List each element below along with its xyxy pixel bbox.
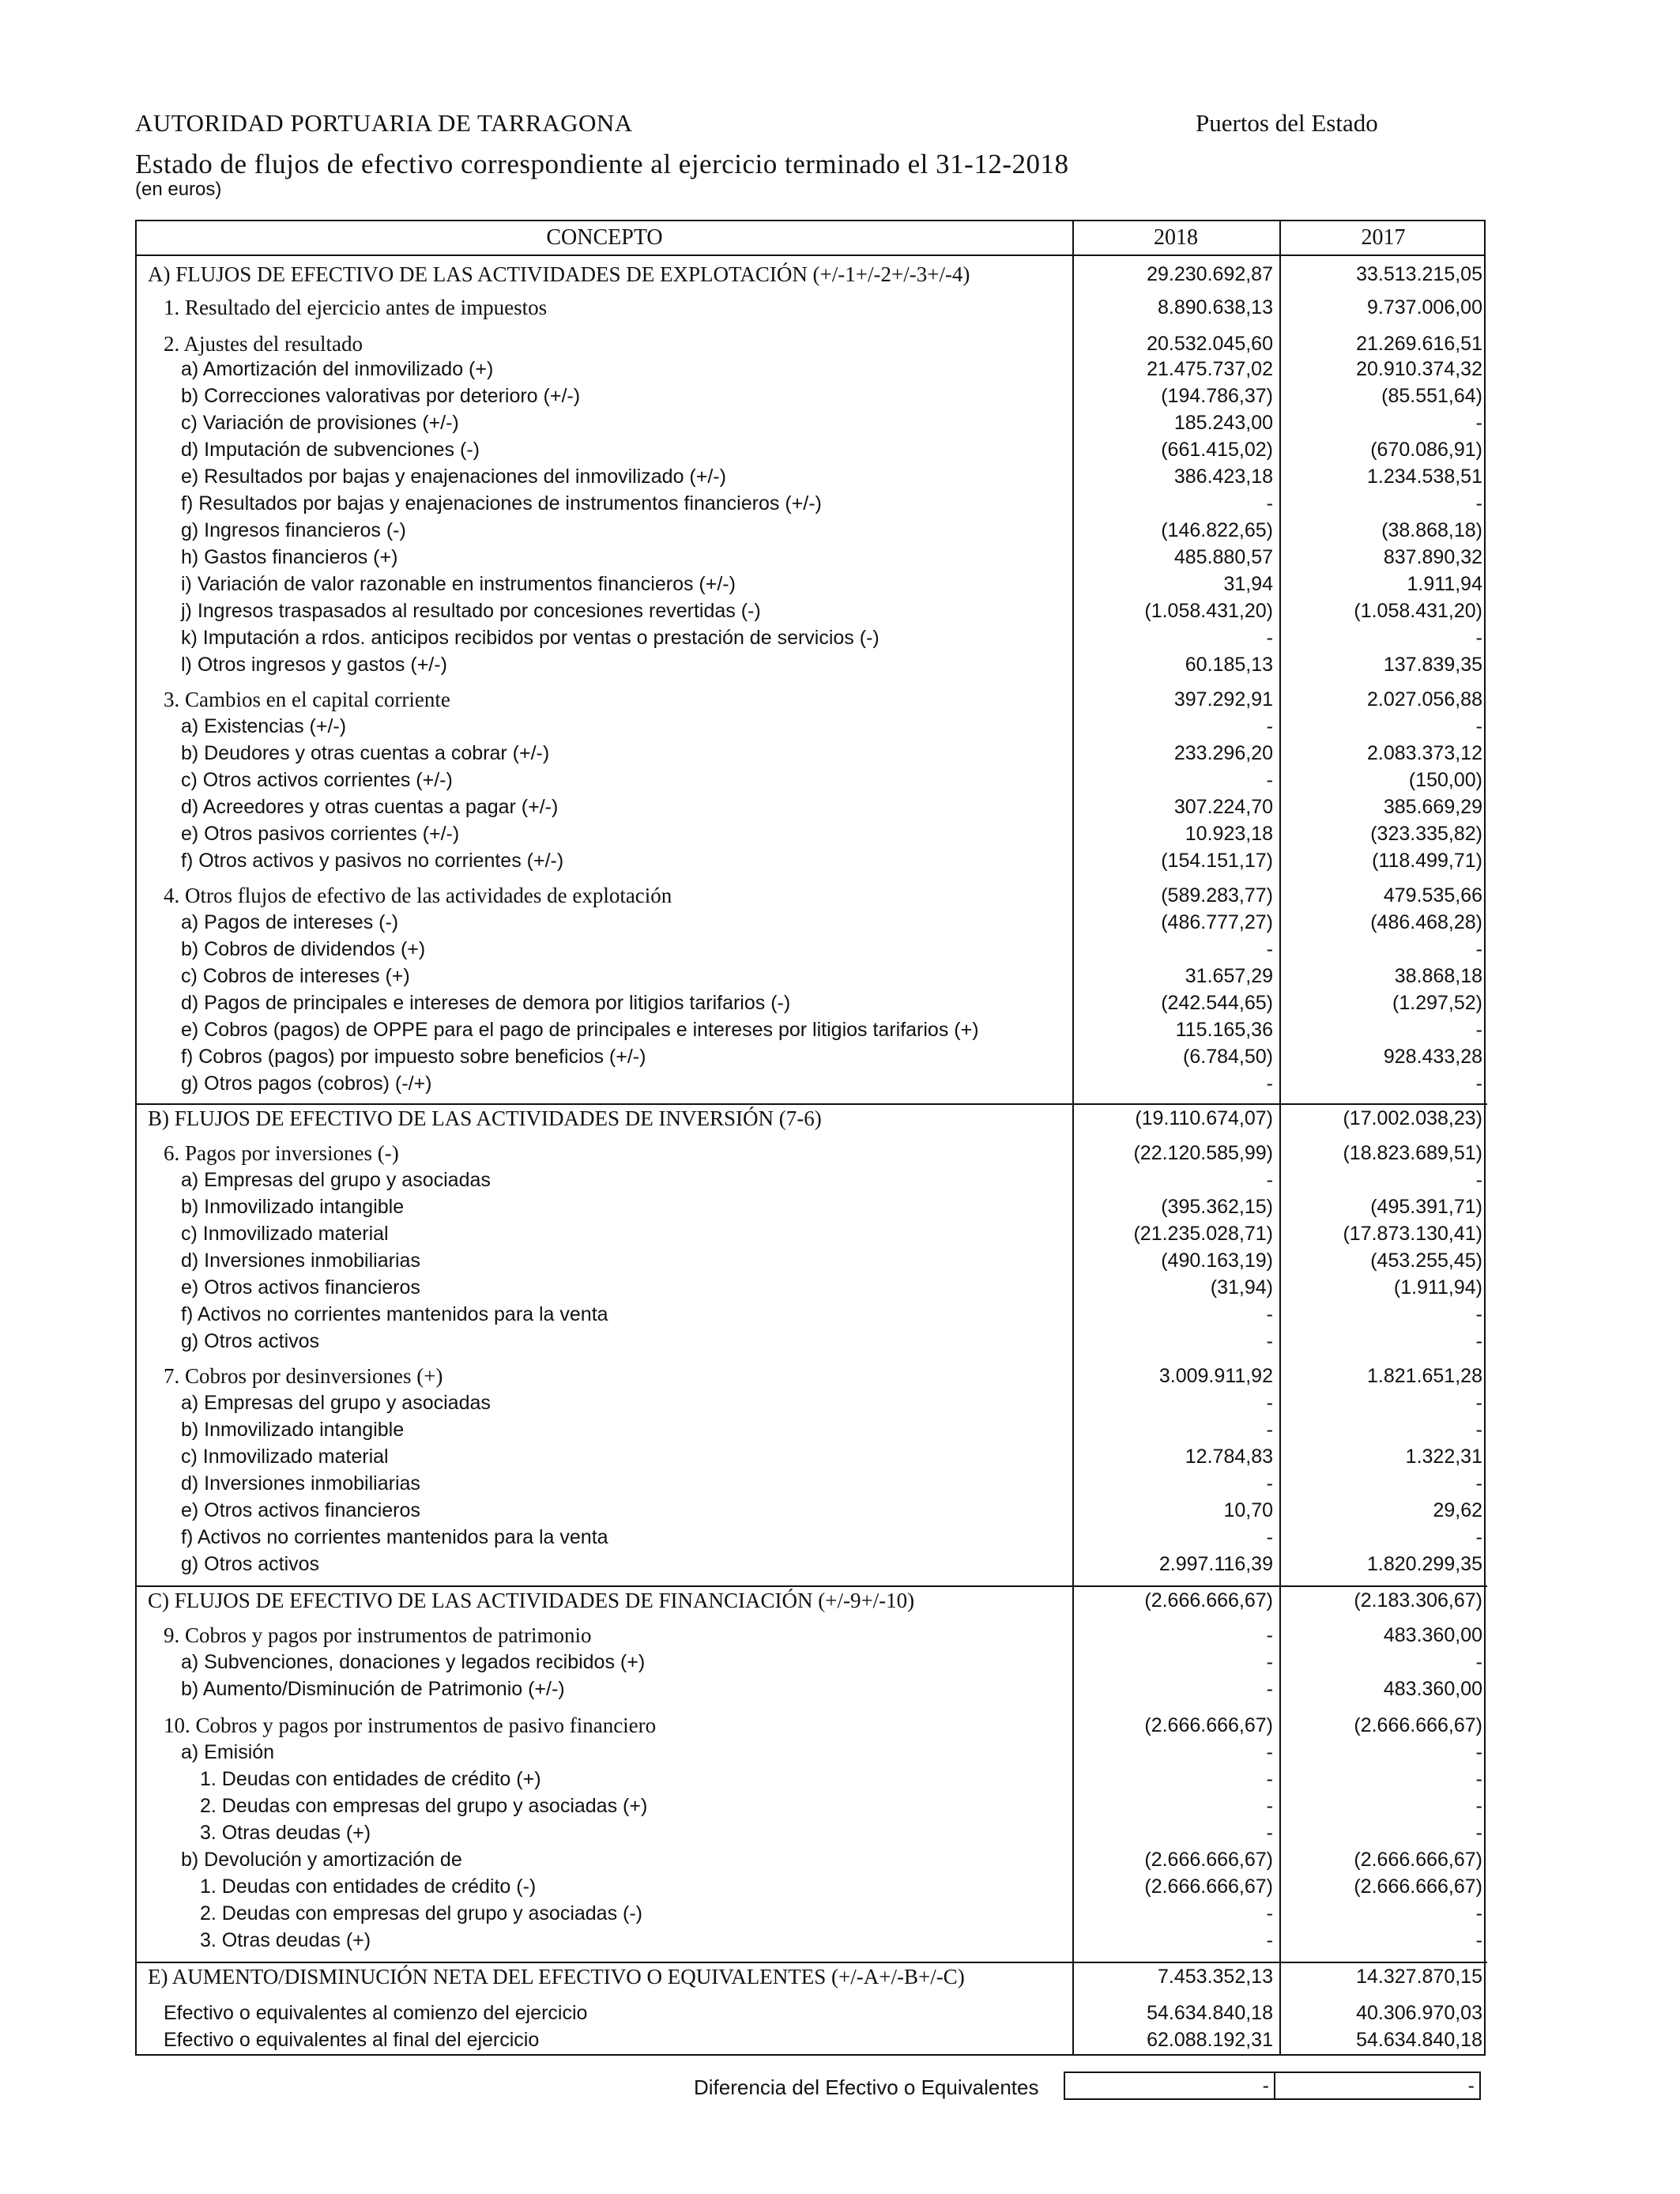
- table-row-sub: [137, 794, 1487, 820]
- value-2018: (31,94): [1210, 1276, 1273, 1299]
- table-row-sub: [137, 490, 1487, 517]
- table-row-sub: [137, 909, 1487, 936]
- value-2017: -: [1475, 1526, 1482, 1548]
- value-2017: (2.666.666,67): [1354, 1849, 1482, 1871]
- value-2018: (6.784,50): [1183, 1046, 1273, 1068]
- row-label: c) Inmovilizado material: [181, 1446, 389, 1468]
- table-row-section-e: [137, 1962, 1487, 1990]
- value-2018: 60.185,13: [1185, 654, 1273, 676]
- table-row-section-a: [137, 261, 1487, 288]
- header-2017: 2017: [1361, 225, 1406, 250]
- value-2018: 62.088.192,31: [1147, 2029, 1273, 2051]
- value-2018: -: [1266, 1678, 1273, 1700]
- table-row-item: [137, 686, 1487, 713]
- value-2017: -: [1475, 1072, 1482, 1095]
- value-2018: (395.362,15): [1161, 1196, 1273, 1218]
- row-label: a) Amortización del inmovilizado (+): [181, 358, 494, 380]
- value-2017: -: [1475, 412, 1482, 434]
- value-2018: -: [1266, 627, 1273, 649]
- header-concept: CONCEPTO: [546, 225, 663, 250]
- value-2018: (194.786,37): [1161, 385, 1273, 407]
- table-row-subsub: [137, 1819, 1487, 1846]
- table-row-subsub: [137, 1927, 1487, 1954]
- value-2017: 1.234.538,51: [1367, 466, 1482, 488]
- difference-2018: -: [1064, 2071, 1275, 2100]
- row-label: C) FLUJOS DE EFECTIVO DE LAS ACTIVIDADES DE FINANCIACIÓN (+/-9+/-10): [148, 1589, 915, 1612]
- row-label: 3. Otras deudas (+): [200, 1822, 371, 1844]
- value-2017: (670.086,91): [1370, 439, 1482, 461]
- value-2017: 483.360,00: [1383, 1678, 1482, 1700]
- table-row-item: [137, 882, 1487, 909]
- value-2017: 2.083.373,12: [1367, 742, 1482, 764]
- table-row-item: [137, 330, 1487, 357]
- row-label: B) FLUJOS DE EFECTIVO DE LAS ACTIVIDADES DE INVERSIÓN (7-6): [148, 1106, 822, 1130]
- value-2017: (1.058.431,20): [1354, 600, 1482, 622]
- value-2017: (18.823.689,51): [1343, 1142, 1482, 1164]
- cash-flow-table: [135, 220, 1486, 2056]
- value-2017: 385.669,29: [1383, 796, 1482, 818]
- row-label: A) FLUJOS DE EFECTIVO DE LAS ACTIVIDADES DE EXPLOTACIÓN (+/-1+/-2+/-3+/-4): [148, 262, 970, 286]
- row-label: g) Otros pagos (cobros) (-/+): [181, 1072, 432, 1095]
- value-2018: 307.224,70: [1173, 796, 1273, 818]
- value-2017: -: [1475, 715, 1482, 737]
- table-row-section-b: [137, 1103, 1487, 1132]
- value-2017: 837.890,32: [1383, 546, 1482, 568]
- value-2017: -: [1475, 1169, 1482, 1191]
- row-label: e) Otros activos financieros: [181, 1276, 420, 1299]
- row-label: 6. Pagos por inversiones (-): [164, 1141, 399, 1165]
- table-row-sub: [137, 383, 1487, 409]
- row-label: d) Inversiones inmobiliarias: [181, 1250, 420, 1272]
- value-2018: -: [1266, 1472, 1273, 1495]
- table-row-sub: [137, 544, 1487, 571]
- value-2017: (17.873.130,41): [1343, 1223, 1482, 1245]
- value-2017: -: [1475, 1902, 1482, 1924]
- value-2017: 20.910.374,32: [1356, 358, 1482, 380]
- table-row-sub: [137, 1328, 1487, 1355]
- value-2018: (19.110.674,07): [1135, 1107, 1273, 1129]
- value-2018: 29.230.692,87: [1147, 263, 1273, 285]
- value-2017: 40.306.970,03: [1356, 2002, 1482, 2024]
- row-label: d) Pagos de principales e intereses de demora por litigios tarifarios (-): [181, 992, 791, 1014]
- value-2018: (154.151,17): [1161, 850, 1273, 872]
- row-label: c) Inmovilizado material: [181, 1223, 389, 1245]
- table-row-sub: [137, 1389, 1487, 1416]
- value-2017: 38.868,18: [1394, 965, 1482, 987]
- row-label: f) Cobros (pagos) por impuesto sobre beneficios (+/-): [181, 1046, 646, 1068]
- value-2018: 20.532.045,60: [1147, 333, 1273, 355]
- table-row-sub: [137, 1167, 1487, 1193]
- row-label: Efectivo o equivalentes al final del ejercicio: [164, 2029, 540, 2051]
- value-2017: (486.468,28): [1370, 911, 1482, 933]
- value-2018: 485.880,57: [1173, 546, 1273, 568]
- row-label: b) Inmovilizado intangible: [181, 1419, 405, 1441]
- table-row-sub: [137, 1739, 1487, 1766]
- value-2018: (146.822,65): [1161, 519, 1273, 541]
- value-2017: -: [1475, 1019, 1482, 1041]
- value-2018: -: [1266, 1330, 1273, 1352]
- row-label: b) Aumento/Disminución de Patrimonio (+/-): [181, 1678, 565, 1700]
- table-row-sub: [137, 1497, 1487, 1524]
- table-row-sub: [137, 1016, 1487, 1043]
- value-2017: (323.335,82): [1370, 823, 1482, 845]
- row-label: E) AUMENTO/DISMINUCIÓN NETA DEL EFECTIVO O EQUIVALENTES (+/-A+/-B+/-C): [148, 1965, 965, 1989]
- row-label: 2. Deudas con empresas del grupo y asociadas (-): [200, 1902, 643, 1924]
- value-2017: -: [1475, 1929, 1482, 1951]
- value-2017: -: [1475, 627, 1482, 649]
- row-label: e) Otros activos financieros: [181, 1499, 420, 1521]
- row-label: a) Empresas del grupo y asociadas: [181, 1392, 491, 1414]
- value-2018: (2.666.666,67): [1144, 1849, 1273, 1871]
- value-2017: -: [1475, 1392, 1482, 1414]
- value-2017: 928.433,28: [1383, 1046, 1482, 1068]
- value-2018: (2.666.666,67): [1144, 1589, 1273, 1612]
- value-2018: (486.777,27): [1161, 911, 1273, 933]
- value-2018: 31.657,29: [1185, 965, 1273, 987]
- value-2018: (589.283,77): [1161, 884, 1273, 907]
- value-2017: 479.535,66: [1383, 884, 1482, 907]
- value-2017: 2.027.056,88: [1367, 688, 1482, 711]
- table-row-sub: [137, 571, 1487, 598]
- value-2017: -: [1475, 938, 1482, 960]
- table-row-sub: [137, 1247, 1487, 1274]
- row-label: e) Cobros (pagos) de OPPE para el pago de principales e intereses por litigios tarifarios (+): [181, 1019, 979, 1041]
- row-label: d) Imputación de subvenciones (-): [181, 439, 480, 461]
- table-row-section-c: [137, 1585, 1487, 1614]
- value-2018: (490.163,19): [1161, 1250, 1273, 1272]
- value-2017: (453.255,45): [1370, 1250, 1482, 1272]
- table-row-sub: [137, 936, 1487, 963]
- value-2017: (2.666.666,67): [1354, 1714, 1482, 1736]
- row-label: c) Variación de provisiones (+/-): [181, 412, 459, 434]
- row-label: d) Acreedores y otras cuentas a pagar (+/-): [181, 796, 559, 818]
- table-row-subsub: [137, 1793, 1487, 1819]
- table-row-sub: [137, 767, 1487, 794]
- table-row-sub: [137, 624, 1487, 651]
- row-label: a) Empresas del grupo y asociadas: [181, 1169, 491, 1191]
- difference-label: Diferencia del Efectivo o Equivalentes: [694, 2075, 1039, 2099]
- row-label: c) Cobros de intereses (+): [181, 965, 410, 987]
- row-label: d) Inversiones inmobiliarias: [181, 1472, 420, 1495]
- row-label: 7. Cobros por desinversiones (+): [164, 1364, 443, 1388]
- table-row-sub: [137, 1274, 1487, 1301]
- value-2017: (150,00): [1408, 769, 1482, 791]
- row-label: a) Pagos de intereses (-): [181, 911, 399, 933]
- value-2018: -: [1266, 715, 1273, 737]
- row-label: 1. Resultado del ejercicio antes de impuestos: [164, 296, 548, 319]
- row-label: g) Otros activos: [181, 1330, 320, 1352]
- agency-name: Puertos del Estado: [1196, 109, 1378, 137]
- value-2017: 1.322,31: [1405, 1446, 1482, 1468]
- table-row-sub: [137, 1070, 1487, 1097]
- value-2017: (1.297,52): [1392, 992, 1482, 1014]
- table-row-item: [137, 1712, 1487, 1739]
- table-row-subsub: [137, 1900, 1487, 1927]
- table-row-sub: [137, 740, 1487, 767]
- value-2018: -: [1266, 1795, 1273, 1817]
- table-row-sub: [137, 820, 1487, 847]
- table-row-item: [137, 294, 1487, 321]
- value-2018: (242.544,65): [1161, 992, 1273, 1014]
- table-row-sub: [137, 1676, 1487, 1702]
- value-2017: (118.499,71): [1372, 850, 1482, 872]
- table-row-item: [137, 1363, 1487, 1389]
- value-2017: (495.391,71): [1370, 1196, 1482, 1218]
- table-row-subsub: [137, 1873, 1487, 1900]
- value-2018: (21.235.028,71): [1133, 1223, 1273, 1245]
- value-2017: -: [1475, 1768, 1482, 1790]
- value-2018: -: [1266, 1902, 1273, 1924]
- table-row-cash-start: [137, 2000, 1487, 2026]
- row-label: e) Otros pasivos corrientes (+/-): [181, 823, 460, 845]
- value-2017: 21.269.616,51: [1356, 333, 1482, 355]
- row-label: 2. Deudas con empresas del grupo y asociadas (+): [200, 1795, 648, 1817]
- value-2018: -: [1266, 938, 1273, 960]
- row-label: 4. Otros flujos de efectivo de las actividades de explotación: [164, 884, 672, 907]
- row-label: b) Deudores y otras cuentas a cobrar (+/-): [181, 742, 550, 764]
- value-2018: (2.666.666,67): [1144, 1714, 1273, 1736]
- row-label: 1. Deudas con entidades de crédito (-): [200, 1875, 537, 1898]
- row-label: 10. Cobros y pagos por instrumentos de pasivo financiero: [164, 1713, 657, 1737]
- table-row-sub: [137, 356, 1487, 383]
- value-2018: (1.058.431,20): [1144, 600, 1273, 622]
- value-2017: 33.513.215,05: [1356, 263, 1482, 285]
- value-2017: (85.551,64): [1381, 385, 1482, 407]
- value-2018: -: [1266, 1822, 1273, 1844]
- row-label: a) Subvenciones, donaciones y legados recibidos (+): [181, 1651, 646, 1673]
- value-2017: (2.183.306,67): [1354, 1589, 1482, 1612]
- value-2018: 8.890.638,13: [1158, 296, 1273, 319]
- value-2018: 12.784,83: [1185, 1446, 1273, 1468]
- table-row-subsub: [137, 1766, 1487, 1793]
- document-title: Estado de flujos de efectivo correspondiente al ejercicio terminado el 31-12-2018: [135, 149, 1069, 179]
- value-2017: 14.327.870,15: [1356, 1966, 1482, 1988]
- table-row-item: [137, 1622, 1487, 1649]
- row-label: Efectivo o equivalentes al comienzo del ejercicio: [164, 2002, 588, 2024]
- value-2018: -: [1266, 1929, 1273, 1951]
- value-2018: -: [1266, 769, 1273, 791]
- value-2017: -: [1475, 1419, 1482, 1441]
- table-row-sub: [137, 409, 1487, 436]
- value-2018: -: [1266, 1419, 1273, 1441]
- table-row-sub: [137, 651, 1487, 678]
- value-2017: 9.737.006,00: [1367, 296, 1482, 319]
- row-label: f) Activos no corrientes mantenidos para la venta: [181, 1526, 608, 1548]
- table-row-cash-end: [137, 2026, 1487, 2053]
- row-label: j) Ingresos traspasados al resultado por concesiones revertidas (-): [181, 600, 761, 622]
- value-2018: -: [1266, 1392, 1273, 1414]
- value-2018: -: [1266, 1169, 1273, 1191]
- table-row-sub: [137, 1193, 1487, 1220]
- row-label: b) Devolución y amortización de: [181, 1849, 462, 1871]
- row-label: f) Otros activos y pasivos no corrientes (+/-): [181, 850, 564, 872]
- value-2017: -: [1475, 1330, 1482, 1352]
- value-2018: 233.296,20: [1173, 742, 1273, 764]
- value-2018: (2.666.666,67): [1144, 1875, 1273, 1898]
- value-2017: 1.820.299,35: [1367, 1553, 1482, 1575]
- value-2017: -: [1475, 1822, 1482, 1844]
- table-row-sub: [137, 713, 1487, 740]
- value-2018: -: [1266, 492, 1273, 515]
- value-2018: 10.923,18: [1185, 823, 1273, 845]
- value-2017: (1.911,94): [1393, 1276, 1482, 1299]
- row-label: f) Activos no corrientes mantenidos para la venta: [181, 1303, 608, 1325]
- row-label: h) Gastos financieros (+): [181, 546, 398, 568]
- row-label: g) Otros activos: [181, 1553, 320, 1575]
- row-label: k) Imputación a rdos. anticipos recibidos por ventas o prestación de servicios (-): [181, 627, 880, 649]
- value-2017: (2.666.666,67): [1354, 1875, 1482, 1898]
- value-2018: -: [1266, 1624, 1273, 1646]
- value-2017: 1.911,94: [1407, 573, 1482, 595]
- row-label: g) Ingresos financieros (-): [181, 519, 406, 541]
- value-2018: 3.009.911,92: [1158, 1365, 1273, 1387]
- value-2018: -: [1266, 1303, 1273, 1325]
- value-2017: (17.002.038,23): [1343, 1107, 1482, 1129]
- table-row-sub: [137, 1846, 1487, 1873]
- value-2018: 397.292,91: [1173, 688, 1273, 711]
- table-row-sub: [137, 1301, 1487, 1328]
- row-label: 3. Otras deudas (+): [200, 1929, 371, 1951]
- value-2018: -: [1266, 1768, 1273, 1790]
- header-2018: 2018: [1154, 225, 1198, 250]
- value-2017: -: [1475, 1741, 1482, 1763]
- value-2018: 31,94: [1223, 573, 1273, 595]
- table-row-sub: [137, 1443, 1487, 1470]
- row-label: a) Existencias (+/-): [181, 715, 347, 737]
- table-row-sub: [137, 1043, 1487, 1070]
- value-2018: 386.423,18: [1173, 466, 1273, 488]
- table-row-sub: [137, 1524, 1487, 1551]
- table-row-sub: [137, 963, 1487, 990]
- value-2018: 54.634.840,18: [1147, 2002, 1273, 2024]
- value-2017: -: [1475, 1651, 1482, 1673]
- row-label: 3. Cambios en el capital corriente: [164, 688, 450, 711]
- table-row-sub: [137, 1649, 1487, 1676]
- row-label: 1. Deudas con entidades de crédito (+): [200, 1768, 541, 1790]
- row-label: i) Variación de valor razonable en instrumentos financieros (+/-): [181, 573, 736, 595]
- value-2017: -: [1475, 492, 1482, 515]
- value-2017: 137.839,35: [1383, 654, 1482, 676]
- value-2017: 29,62: [1433, 1499, 1482, 1521]
- value-2017: 1.821.651,28: [1367, 1365, 1482, 1387]
- value-2017: 54.634.840,18: [1356, 2029, 1482, 2051]
- value-2017: -: [1475, 1303, 1482, 1325]
- row-label: b) Correcciones valorativas por deterioro (+/-): [181, 385, 581, 407]
- value-2018: 10,70: [1223, 1499, 1273, 1521]
- row-label: l) Otros ingresos y gastos (+/-): [181, 654, 447, 676]
- row-label: a) Emisión: [181, 1741, 275, 1763]
- table-row-sub: [137, 1551, 1487, 1578]
- units-note: (en euros): [135, 179, 222, 200]
- table-row-sub: [137, 436, 1487, 463]
- table-row-item: [137, 1140, 1487, 1167]
- table-row-sub: [137, 1470, 1487, 1497]
- row-label: f) Resultados por bajas y enajenaciones de instrumentos financieros (+/-): [181, 492, 822, 515]
- value-2018: 2.997.116,39: [1158, 1553, 1273, 1575]
- value-2018: 7.453.352,13: [1158, 1966, 1273, 1988]
- table-row-sub: [137, 847, 1487, 874]
- value-2018: -: [1266, 1741, 1273, 1763]
- value-2018: 115.165,36: [1175, 1019, 1273, 1041]
- value-2018: (661.415,02): [1161, 439, 1273, 461]
- value-2018: -: [1266, 1651, 1273, 1673]
- value-2018: 21.475.737,02: [1147, 358, 1273, 380]
- row-label: e) Resultados por bajas y enajenaciones del inmovilizado (+/-): [181, 466, 726, 488]
- value-2018: (22.120.585,99): [1133, 1142, 1273, 1164]
- row-label: b) Inmovilizado intangible: [181, 1196, 405, 1218]
- value-2018: 185.243,00: [1173, 412, 1273, 434]
- value-2017: -: [1475, 1795, 1482, 1817]
- table-row-sub: [137, 1220, 1487, 1247]
- table-header: [137, 221, 1484, 256]
- table-row-sub: [137, 990, 1487, 1016]
- row-label: 9. Cobros y pagos por instrumentos de patrimonio: [164, 1623, 592, 1647]
- table-row-sub: [137, 517, 1487, 544]
- row-label: 2. Ajustes del resultado: [164, 332, 363, 356]
- table-row-sub: [137, 463, 1487, 490]
- value-2017: 483.360,00: [1383, 1624, 1482, 1646]
- value-2017: (38.868,18): [1381, 519, 1482, 541]
- organization-name: AUTORIDAD PORTUARIA DE TARRAGONA: [135, 109, 633, 137]
- row-label: b) Cobros de dividendos (+): [181, 938, 426, 960]
- value-2017: -: [1475, 1472, 1482, 1495]
- table-row-sub: [137, 1416, 1487, 1443]
- value-2018: -: [1266, 1072, 1273, 1095]
- value-2018: -: [1266, 1526, 1273, 1548]
- row-label: c) Otros activos corrientes (+/-): [181, 769, 453, 791]
- table-row-sub: [137, 598, 1487, 624]
- difference-2017: -: [1274, 2071, 1481, 2100]
